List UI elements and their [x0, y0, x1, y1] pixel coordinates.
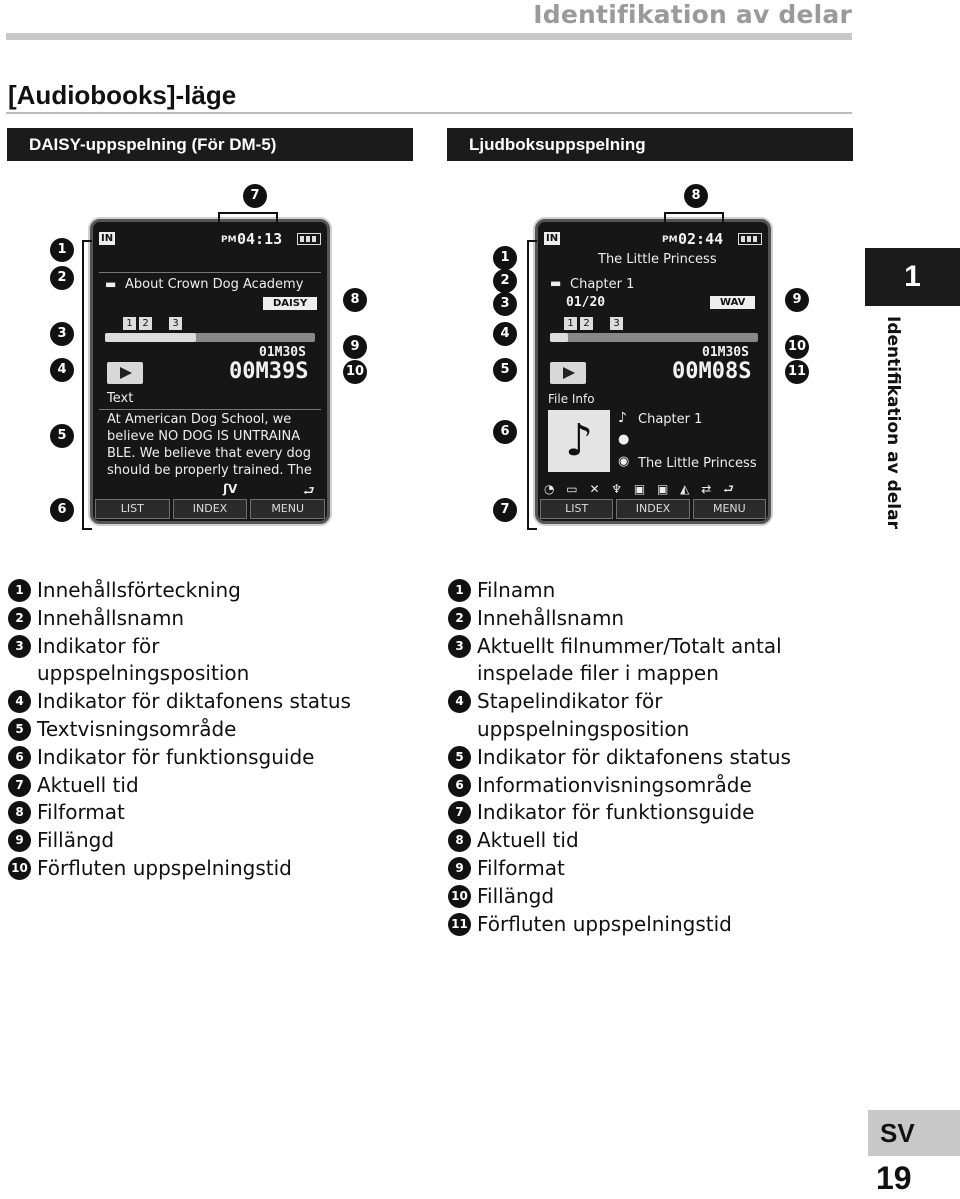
index-mark-2: 2 — [139, 317, 152, 330]
item-text: Indikator för diktafonens status — [477, 744, 791, 769]
elapsed-time: 00M08S — [672, 359, 752, 384]
item-text: Informationvisningsområde — [477, 772, 752, 797]
callout: 2 — [50, 266, 74, 290]
file-info-label: File Info — [548, 392, 595, 406]
position-bar-fill — [550, 333, 568, 342]
item-number: 3 — [448, 635, 471, 658]
file-format: WAV — [710, 296, 755, 309]
list-item — [448, 799, 848, 827]
list-item — [448, 883, 848, 911]
battery-icon — [738, 233, 762, 245]
item-text: Innehållsnamn — [477, 605, 625, 630]
item-number: 1 — [448, 579, 471, 602]
file-number: 01/20 — [566, 295, 606, 310]
softkey-index[interactable]: INDEX — [616, 499, 689, 519]
item-text: Indikator för uppspelningsposition — [37, 633, 250, 686]
callout: 5 — [50, 424, 74, 448]
band-daisy-playback: DAISY-uppspelning (För DM-5) — [7, 128, 413, 161]
list-item — [448, 688, 748, 744]
item-text: Förfluten uppspelningstid — [477, 911, 732, 936]
language-tab: SV — [868, 1110, 960, 1156]
callout: 7 — [243, 184, 267, 208]
left-legend-list — [8, 577, 418, 883]
repeat-icon: ⮐ — [303, 484, 315, 499]
chapter-tab: 1 — [865, 248, 960, 306]
elapsed-time: 00M39S — [229, 359, 309, 384]
file-name: The Little Princess — [598, 252, 717, 267]
item-text: Innehållsnamn — [37, 605, 185, 630]
position-bar — [550, 333, 758, 342]
lcd-divider — [99, 272, 321, 273]
item-number: 4 — [8, 690, 31, 713]
item-text: Aktuellt filnummer/Totalt antal inspelade filer i mappen — [477, 633, 782, 686]
text-label: Text — [107, 391, 134, 406]
music-note-icon: ♪ — [548, 410, 610, 472]
list-item — [448, 827, 848, 855]
list-item — [8, 799, 418, 827]
in-indicator: IN — [101, 233, 114, 244]
list-item — [448, 911, 848, 939]
callout: 11 — [785, 360, 809, 384]
item-text: Indikator för diktafonens status — [37, 689, 351, 714]
header-rule — [6, 33, 852, 40]
in-indicator: IN — [546, 233, 559, 244]
disc-icon: ◉ — [618, 454, 630, 469]
item-number: 10 — [8, 857, 31, 880]
status-icons-row: ◔ ▭ ✕ ♆ ▣ ▣ ◭ ⇄ ⮐ — [544, 482, 738, 496]
callout: 9 — [785, 288, 809, 312]
softkey-index[interactable]: INDEX — [173, 499, 248, 519]
right-legend-list — [448, 577, 848, 938]
callout: 1 — [493, 246, 517, 270]
item-text: Filformat — [37, 800, 125, 825]
callout: 5 — [493, 358, 517, 382]
callout: 3 — [50, 322, 74, 346]
folder-icon: ▬ — [550, 276, 562, 290]
play-status-icon — [107, 362, 143, 384]
list-item — [448, 855, 848, 883]
file-format: DAISY — [263, 297, 317, 310]
voice-sync-icon: ʃV — [223, 482, 238, 496]
item-number: 8 — [8, 801, 31, 824]
band-audiobook-playback: Ljudboksuppspelning — [447, 128, 853, 161]
text-line: At American Dog School, we — [107, 412, 292, 427]
list-item — [8, 605, 418, 633]
item-number: 11 — [448, 913, 471, 936]
item-number: 5 — [448, 746, 471, 769]
text-line: should be properly trained. The — [107, 463, 312, 478]
list-item — [448, 772, 848, 800]
softkey-menu[interactable]: MENU — [693, 499, 766, 519]
callout: 4 — [50, 358, 74, 382]
item-number: 8 — [448, 829, 471, 852]
header-title: Identifikation av delar — [533, 0, 852, 29]
text-line: believe NO DOG IS UNTRAINA — [107, 429, 301, 444]
function-guide — [93, 499, 327, 521]
index-mark-3: 3 — [169, 317, 182, 330]
callout-bracket — [218, 212, 278, 222]
list-item — [8, 716, 418, 744]
item-number: 5 — [8, 718, 31, 741]
callout: 9 — [343, 335, 367, 359]
info-chapter: Chapter 1 — [638, 412, 703, 427]
file-length: 01M30S — [702, 345, 749, 360]
item-number: 1 — [8, 579, 31, 602]
text-line: BLE. We believe that every dog — [107, 446, 312, 461]
list-item — [8, 855, 418, 883]
list-item — [8, 827, 418, 855]
softkey-list[interactable]: LIST — [540, 499, 613, 519]
index-mark-1: 1 — [564, 317, 577, 330]
section-title: [Audiobooks]-läge — [8, 80, 237, 110]
info-title: The Little Princess — [638, 456, 757, 471]
callout: 10 — [785, 335, 809, 359]
play-status-icon — [550, 362, 586, 384]
callout: 1 — [50, 238, 74, 262]
content-name: About Crown Dog Academy — [125, 277, 304, 292]
person-icon: ● — [618, 432, 630, 447]
callout: 3 — [493, 292, 517, 316]
item-number: 3 — [8, 635, 31, 658]
content-name: Chapter 1 — [570, 277, 635, 292]
list-item — [448, 633, 838, 689]
item-text: Indikator för funktionsguide — [37, 744, 315, 769]
softkey-menu[interactable]: MENU — [250, 499, 325, 519]
file-length: 01M30S — [259, 345, 306, 360]
item-number: 6 — [448, 774, 471, 797]
item-text: Filformat — [477, 855, 565, 880]
callout: 2 — [493, 269, 517, 293]
callout: 6 — [493, 420, 517, 444]
current-time: 02:44 — [678, 230, 724, 248]
battery-icon — [297, 233, 321, 245]
item-text: Filnamn — [477, 578, 556, 602]
item-text: Fillängd — [37, 828, 115, 853]
item-number: 9 — [8, 829, 31, 852]
list-item — [8, 633, 308, 689]
callout: 6 — [50, 498, 74, 522]
chapter-note-icon: ♪ — [618, 410, 627, 426]
page-number: 19 — [876, 1160, 912, 1196]
item-text: Aktuell tid — [37, 772, 139, 797]
index-mark-2: 2 — [580, 317, 593, 330]
item-number: 2 — [448, 607, 471, 630]
item-number: 2 — [8, 607, 31, 630]
pm-label: PM — [221, 235, 237, 245]
item-text: Innehållsförteckning — [37, 578, 241, 602]
item-text: Aktuell tid — [477, 828, 579, 853]
section-rule — [6, 112, 852, 114]
list-item — [8, 688, 418, 716]
index-mark-1: 1 — [123, 317, 136, 330]
callout: 8 — [684, 184, 708, 208]
list-item — [8, 744, 418, 772]
softkey-list[interactable]: LIST — [95, 499, 170, 519]
callout-bracket — [82, 240, 92, 530]
list-item — [448, 577, 848, 605]
list-item — [8, 577, 418, 605]
folder-icon: ▬ — [105, 277, 117, 291]
item-text: Förfluten uppspelningstid — [37, 855, 292, 880]
callout: 10 — [343, 360, 367, 384]
list-item — [448, 605, 848, 633]
chapter-tab-label: Identifikation av delar — [883, 316, 903, 529]
item-number: 6 — [8, 746, 31, 769]
item-text: Textvisningsområde — [37, 716, 237, 741]
item-number: 7 — [448, 801, 471, 824]
index-mark-3: 3 — [610, 317, 623, 330]
callout-bracket — [527, 240, 537, 530]
daisy-screen — [90, 219, 330, 524]
current-time: 04:13 — [237, 230, 283, 248]
audiobook-screen — [535, 219, 771, 524]
item-number: 9 — [448, 857, 471, 880]
item-number: 7 — [8, 774, 31, 797]
item-text: Stapelindikator för uppspelningsposition — [477, 689, 690, 741]
item-number: 4 — [448, 690, 471, 713]
lcd-divider — [99, 409, 321, 410]
callout: 8 — [343, 288, 367, 312]
position-bar-fill — [105, 333, 196, 342]
list-item — [448, 744, 848, 772]
item-number: 10 — [448, 885, 471, 908]
callout: 7 — [493, 498, 517, 522]
callout: 4 — [493, 322, 517, 346]
callout-bracket — [664, 212, 724, 222]
list-item — [8, 772, 418, 800]
pm-label: PM — [662, 235, 678, 245]
item-text: Fillängd — [477, 883, 555, 908]
item-text: Indikator för funktionsguide — [477, 800, 755, 825]
function-guide — [538, 499, 768, 521]
